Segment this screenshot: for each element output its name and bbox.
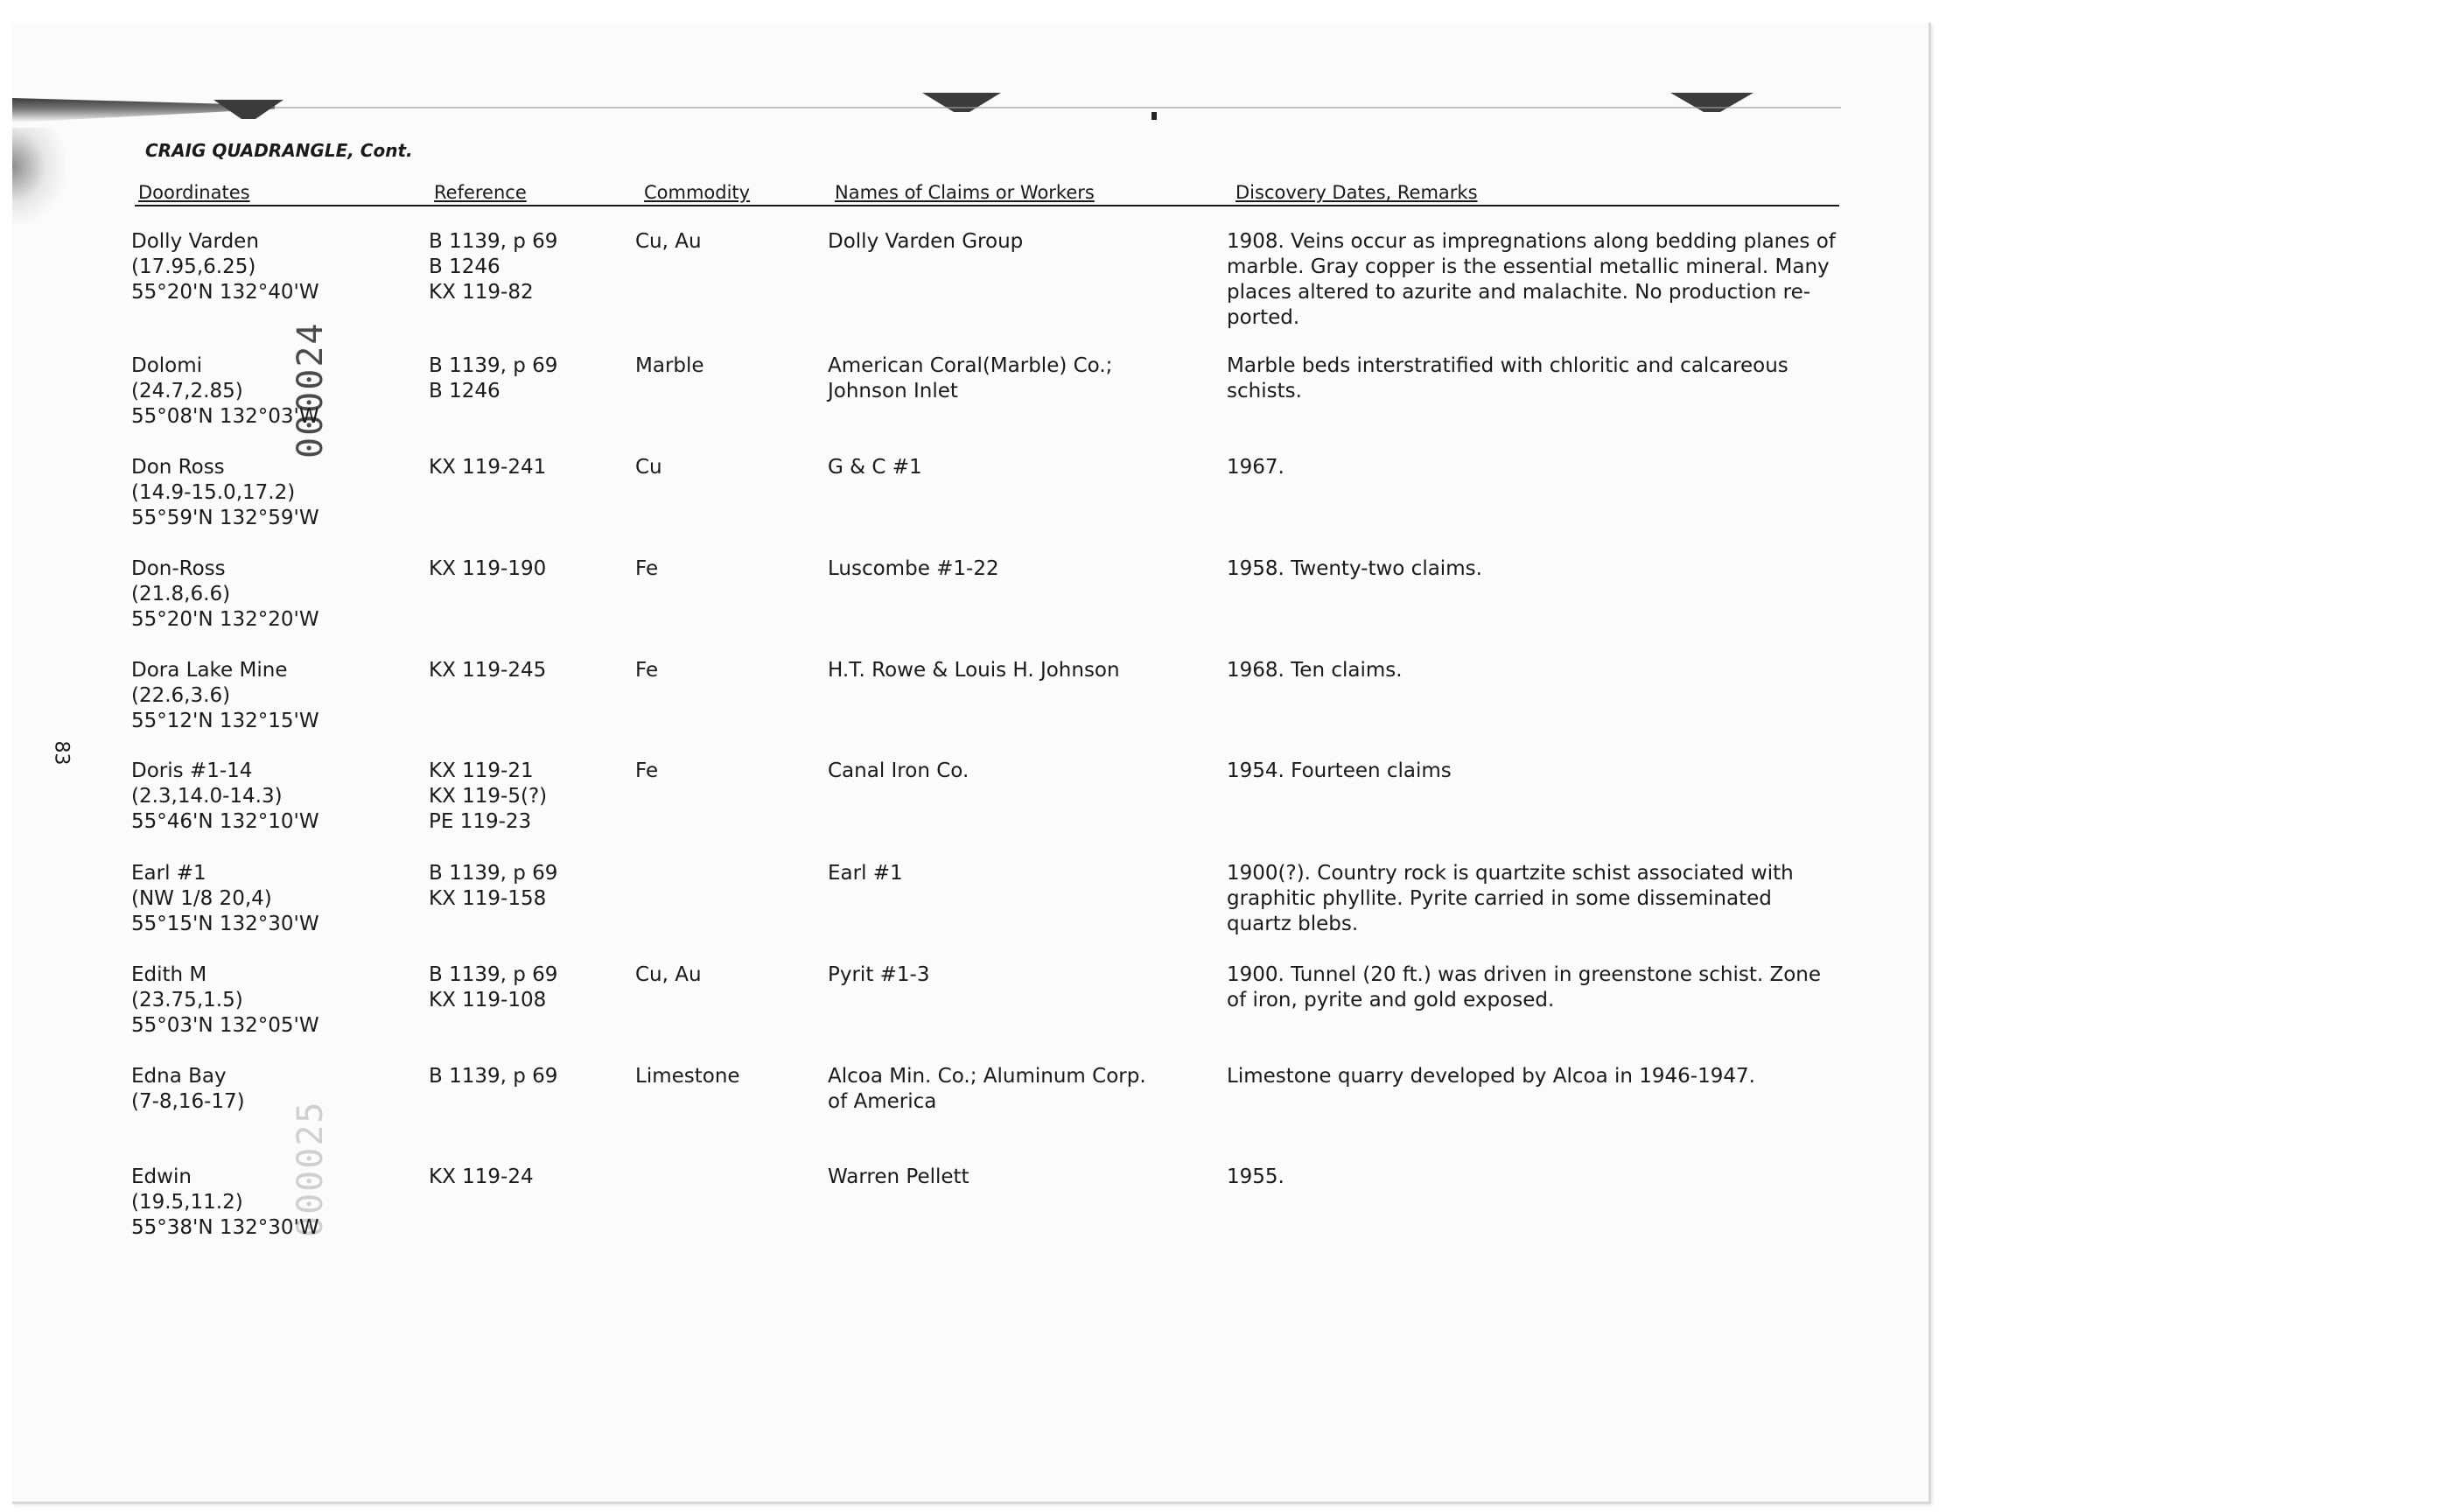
cell-remarks: 1958. Twenty-two claims. <box>1227 557 1482 580</box>
scanned-page <box>12 23 1931 1504</box>
cell-commodity: Fe <box>635 659 659 682</box>
cell-commodity: Cu, Au <box>635 963 702 986</box>
cell-commodity: Fe <box>635 557 659 580</box>
cell-names: Luscombe #1-22 <box>828 557 999 580</box>
cell-coordinates: Don Ross (14.9-15.0,17.2) 55°59'N 132°59'W <box>131 456 319 529</box>
cell-names: American Coral(Marble) Co.; Johnson Inlet <box>828 354 1113 402</box>
cell-commodity: Cu, Au <box>635 230 702 253</box>
cell-remarks: Limestone quarry developed by Alcoa in 1946-1947. <box>1227 1065 1755 1088</box>
cell-names: Canal Iron Co. <box>828 760 970 782</box>
document-stamp: 000024 <box>290 321 331 458</box>
cell-reference: KX 119-245 <box>429 659 547 682</box>
cell-coordinates: Earl #1 (NW 1/8 20,4) 55°15'N 132°30'W <box>131 862 319 935</box>
cell-remarks: 1968. Ten claims. <box>1227 659 1403 682</box>
cell-coordinates: Dora Lake Mine (22.6,3.6) 55°12'N 132°15'W <box>131 659 319 732</box>
cell-names: Alcoa Min. Co.; Aluminum Corp. of America <box>828 1065 1146 1113</box>
page-title: CRAIG QUADRANGLE, Cont. <box>145 140 413 161</box>
cell-reference: B 1139, p 69 B 1246 <box>429 354 558 402</box>
column-header-commodity: Commodity <box>644 182 751 203</box>
column-header-coordinates: Doordinates <box>138 182 250 203</box>
cell-reference: B 1139, p 69 KX 119-158 <box>429 862 558 910</box>
cell-names: Dolly Varden Group <box>828 230 1024 253</box>
page-number: 83 <box>50 740 73 766</box>
scan-line <box>275 107 1841 108</box>
cell-reference: B 1139, p 69 <box>429 1065 558 1088</box>
cell-coordinates: Edwin (19.5,11.2) 55°38'N 132°30'W <box>131 1166 319 1239</box>
cell-reference: KX 119-190 <box>429 557 547 580</box>
cell-reference: B 1139, p 69 KX 119-108 <box>429 963 558 1012</box>
cell-names: H.T. Rowe & Louis H. Johnson <box>828 659 1120 682</box>
header-rule <box>135 205 1839 206</box>
cell-remarks: 1908. Veins occur as impregnations along bedding planes of marble. Gray copper is the essential metallic mineral. Many places altered to azurite and malachite. No production re- ported. <box>1227 230 1836 329</box>
punch-mark <box>1670 93 1754 112</box>
cell-coordinates: Edna Bay (7-8,16-17) <box>131 1065 245 1113</box>
punch-mark <box>922 93 1001 112</box>
cell-reference: KX 119-21 KX 119-5(?) PE 119-23 <box>429 760 548 833</box>
cell-names: Warren Pellett <box>828 1166 970 1188</box>
cell-remarks: 1954. Fourteen claims <box>1227 760 1452 782</box>
cell-coordinates: Dolly Varden (17.95,6.25) 55°20'N 132°40'W <box>131 230 319 304</box>
cell-coordinates: Doris #1-14 (2.3,14.0-14.3) 55°46'N 132°10'W <box>131 760 319 833</box>
cell-commodity: Fe <box>635 760 659 782</box>
cell-coordinates: Don-Ross (21.8,6.6) 55°20'N 132°20'W <box>131 557 319 631</box>
cell-commodity: Limestone <box>635 1065 740 1088</box>
cell-reference: KX 119-24 <box>429 1166 534 1188</box>
scan-speck <box>1152 112 1157 120</box>
cell-commodity: Cu <box>635 456 662 479</box>
cell-names: Pyrit #1-3 <box>828 963 930 986</box>
cell-remarks: 1900(?). Country rock is quartzite schist associated with graphitic phyllite. Pyrite carried in some disseminated quartz blebs. <box>1227 862 1794 935</box>
cell-commodity: Marble <box>635 354 704 377</box>
document-stamp: 000025 <box>290 1100 331 1237</box>
cell-remarks: 1900. Tunnel (20 ft.) was driven in greenstone schist. Zone of iron, pyrite and gold exposed. <box>1227 963 1822 1012</box>
column-header-remarks: Discovery Dates, Remarks <box>1236 182 1478 203</box>
cell-reference: B 1139, p 69 B 1246 KX 119-82 <box>429 230 558 304</box>
scan-smudge <box>12 128 65 224</box>
cell-remarks: Marble beds interstratified with chloritic and calcareous schists. <box>1227 354 1788 402</box>
cell-remarks: 1967. <box>1227 456 1284 479</box>
column-header-names: Names of Claims or Workers <box>835 182 1095 203</box>
cell-names: Earl #1 <box>828 862 903 885</box>
cell-coordinates: Edith M (23.75,1.5) 55°03'N 132°05'W <box>131 963 319 1037</box>
cell-reference: KX 119-241 <box>429 456 547 479</box>
column-header-reference: Reference <box>434 182 527 203</box>
cell-coordinates: Dolomi (24.7,2.85) 55°08'N 132°03'W <box>131 354 319 428</box>
cell-names: G & C #1 <box>828 456 922 479</box>
cell-remarks: 1955. <box>1227 1166 1284 1188</box>
